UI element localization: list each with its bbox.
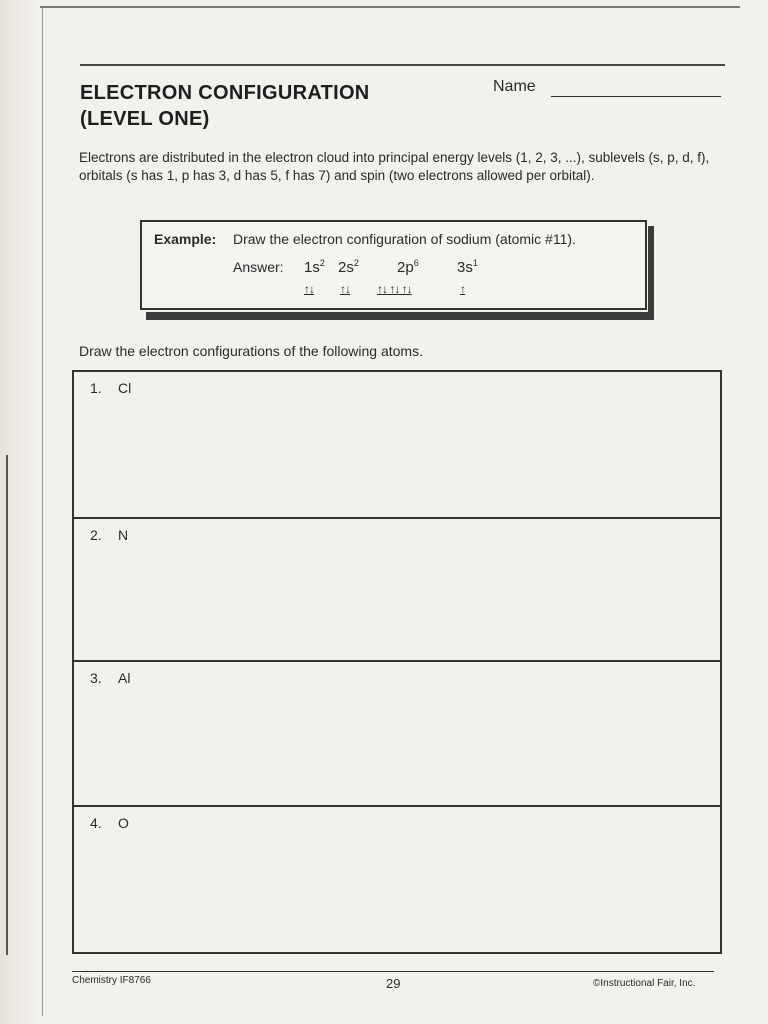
example-box-shadow [648,226,654,320]
example-box-shadow-bottom [146,312,654,320]
page-edge [42,6,43,1016]
example-box [140,220,647,310]
question-row [74,805,720,952]
config-2s: $2s^2$ [338,258,359,276]
question-row [74,660,720,805]
name-label: Name [493,78,536,95]
name-field[interactable] [551,96,721,97]
question-element: N [118,527,129,543]
question-number: 3. [90,670,102,686]
question-element: Al [118,670,131,686]
intro-paragraph: Electrons are distributed in the electron cloud into principal energy levels (1, 2, 3, ...), sublevels (s, p, d, f), orbitals (s has 1, p has 3, d has 5, f has 7) and spin (two electrons allowed per orbital). [79,150,710,183]
answer-area[interactable] [74,807,720,952]
answer-area[interactable] [74,662,720,805]
arrows-2p: ↑↓ ↑↓ ↑↓ [377,282,412,296]
answer-label: Answer: [233,259,284,275]
answer-grid [72,370,722,954]
question-number: 4. [90,815,102,831]
footer-copyright: ©Instructional Fair, Inc. [593,978,696,989]
question-row [74,372,720,517]
config-2p: $2p^6$ [397,258,419,276]
instruction: Draw the electron configurations of the following atoms. [79,343,423,359]
question-element: O [118,815,129,831]
question-number: 1. [90,380,102,396]
page-number: 29 [386,976,401,991]
config-1s: $1s^2$ [304,258,325,276]
scan-top-edge [40,6,740,8]
top-rule [80,64,725,66]
footer-rule [72,971,714,972]
config-3s: $3s^1$ [457,258,478,276]
footer-publication: Chemistry IF8766 [72,975,151,986]
title-line-2: (LEVEL ONE) [80,108,210,130]
arrows-3s: ↑ [460,282,465,296]
example-text: Draw the electron configuration of sodium (atomic #11). [233,231,576,247]
arrows-2s: ↑↓ [340,282,350,296]
example-label: Example: [154,231,217,247]
page-title [80,80,370,132]
answer-area[interactable] [74,372,720,517]
answer-area[interactable] [74,519,720,660]
question-row [74,517,720,660]
question-element: Cl [118,380,132,396]
title-line-1: ELECTRON CONFIGURATION [80,82,370,104]
binder-mark [6,455,8,955]
arrows-1s: ↑↓ [304,282,314,296]
question-number: 2. [90,527,102,543]
